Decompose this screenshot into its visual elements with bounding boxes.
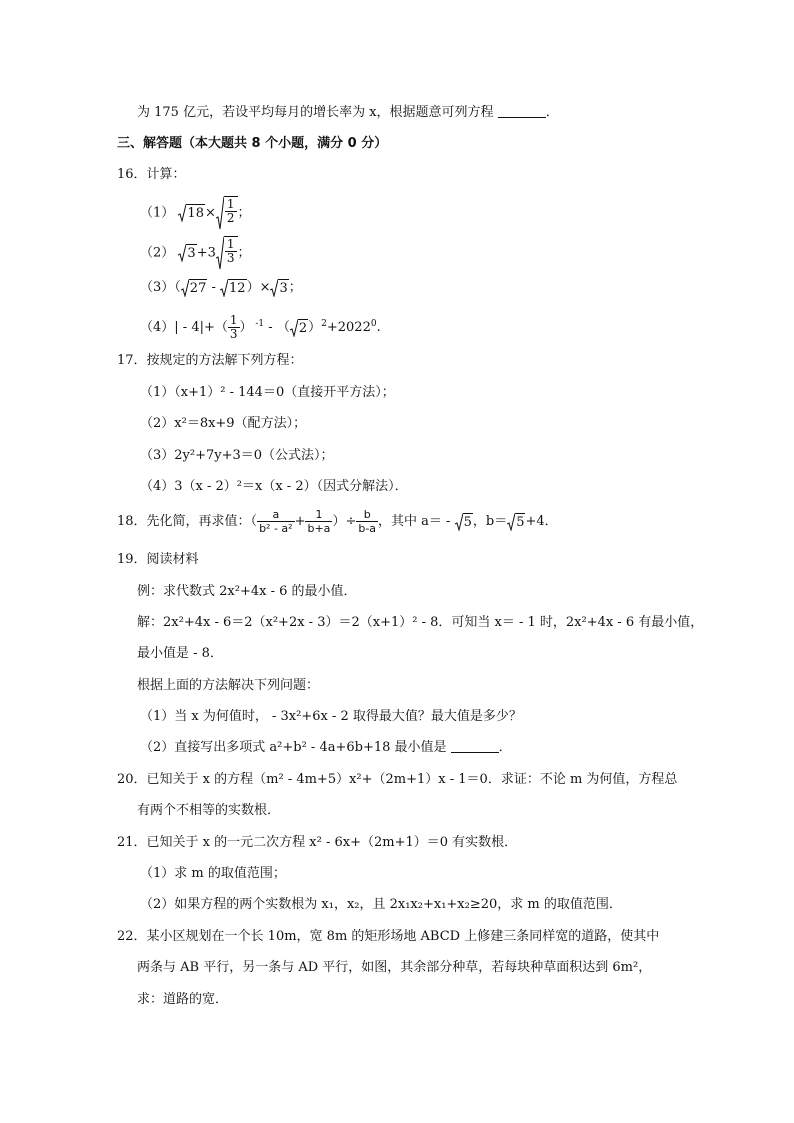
sqrt-3: 3 (178, 244, 196, 262)
q17-part4: （4）3（x - 2）²＝x（x - 2）（因式分解法）． (140, 479, 408, 494)
q17-heading (117, 351, 303, 371)
sqrt-18: 18 (178, 204, 205, 222)
q16-part2: （2） 3 +3 $\frac{1}{3}$ ； (140, 236, 251, 270)
q22-line2: 两条与 AB 平行，另一条与 AD 平行，如图，其余部分种草，若每块种草面积达到 6m²， (137, 960, 652, 975)
q22-line3: 求：道路的宽． (137, 992, 229, 1007)
sqrt-2: 2 (290, 319, 308, 337)
sqrt-12: 12 (220, 279, 247, 297)
q21-line1: 21．已知关于 x 的一元二次方程 x² - 6x+（2m+1）＝0 有实数根． (117, 835, 518, 850)
q21-part1: （1）求 m 的取值范围； (140, 866, 286, 881)
sqrt-5b: 5 (507, 513, 525, 531)
q16-p2-label: （2） (140, 245, 175, 261)
times-sign: × (204, 205, 216, 221)
q18-number: 18． (117, 514, 147, 529)
q15-tail (137, 103, 559, 123)
q17-part1: （1）（x+1）² - 144＝0（直接开平方法）； (140, 385, 395, 400)
q19-heading (117, 550, 199, 570)
q16-part4: （4）| - 4|+（ $\frac{1}{3}$ ） $^{-1}$ - （ 2 ）$^2+2022^0$. (140, 313, 381, 341)
q19-number: 19． (117, 552, 147, 567)
q19-example: 例：求代数式 2x²+4x - 6 的最小值． (137, 584, 357, 599)
q15-answer-blank[interactable] (498, 105, 546, 118)
q21-number: 21． (117, 835, 147, 850)
q17-label: 按规定的方法解下列方程： (146, 353, 303, 368)
q18: 18．先化简，再求值：（ $\frac{a}{\text{b² - a²}}$ + $\frac{1}{b+a}$ ）÷ $\frac{b}{b-a}$ ，其中 a＝ - 5 ，b＝ 5 +4． (117, 508, 558, 535)
q17-number: 17． (117, 353, 147, 368)
frac-one-third: $\frac{1}{3}$ (229, 313, 238, 341)
q19-part1: （1）当 x 为何值时， - 3x²+6x - 2 取得最大值？最大值是多少？ (140, 709, 522, 724)
q22-line1: 22．某小区规划在一个长 10m，宽 8m 的矩形场地 ABCD 上修建三条同样宽的道路，使其中 (117, 929, 660, 944)
sqrt-27: 27 (181, 279, 208, 297)
q16-number: 16． (117, 167, 147, 182)
q16-p1-label: （1） (140, 205, 175, 221)
q19-solution-line2: 最小值是 - 8． (137, 646, 223, 661)
q16-label: 计算： (146, 167, 186, 182)
q15-text: 为 175 亿元，若设平均每月的增长率为 x，根据题意可列方程 (137, 105, 494, 120)
q21-part2: （2）如果方程的两个实数根为 x₁，x₂，且 2x₁x₂+x₁+x₂≥20，求 m 的取值范围． (140, 897, 622, 912)
frac-a: $\frac{a}{\text{b² - a²}}$ (259, 508, 293, 535)
q20-line2: 有两个不相等的实数根． (137, 803, 281, 818)
q17-part2: （2）x²＝8x+9（配方法）； (140, 416, 307, 431)
q20-number: 20． (117, 772, 147, 787)
q19-solution-line1: 解：2x²+4x - 6＝2（x²+2x - 3）＝2（x+1）² - 8．可知当 x＝ - 1 时，2x²+4x - 6 有最小值， (137, 615, 704, 630)
section-title: 三、解答题（本大题共 8 个小题，满分 0 分） (117, 136, 388, 151)
q19-answer-blank[interactable] (451, 740, 499, 753)
q17-part3: （3）2y²+7y+3＝0（公式法）； (140, 448, 334, 463)
q22-number: 22． (117, 929, 147, 944)
q16-heading (117, 165, 186, 185)
sqrt-half: $\frac{1}{2}$ (216, 196, 238, 230)
q16-part1: （1） 18 × $\frac{1}{2}$ ； (140, 196, 251, 230)
frac-1: $\frac{1}{b+a}$ (307, 508, 331, 535)
q16-p3-label: （3） (140, 280, 175, 295)
q19-part2: （2）直接写出多项式 a²+b² - 4a+6b+18 最小值是 ． (140, 740, 512, 755)
sqrt-5a: 5 (455, 513, 473, 531)
frac-b: $\frac{b}{b-a}$ (358, 508, 377, 535)
q19-prompt: 根据上面的方法解决下列问题： (137, 678, 320, 693)
sqrt-3b: 3 (270, 279, 288, 297)
q15-end: ． (545, 105, 559, 120)
q20-line1: 20．已知关于 x 的方程（m² - 4m+5）x²+（2m+1）x - 1＝0．求证：不论 m 为何值，方程总 (117, 772, 678, 787)
q16-part3: （3）（ 27 - 12 ）× 3 ； (140, 280, 302, 296)
q19-label: 阅读材料 (146, 552, 199, 567)
sqrt-third: $\frac{1}{3}$ (216, 236, 238, 270)
q16-p4-label: （4） (140, 320, 175, 335)
